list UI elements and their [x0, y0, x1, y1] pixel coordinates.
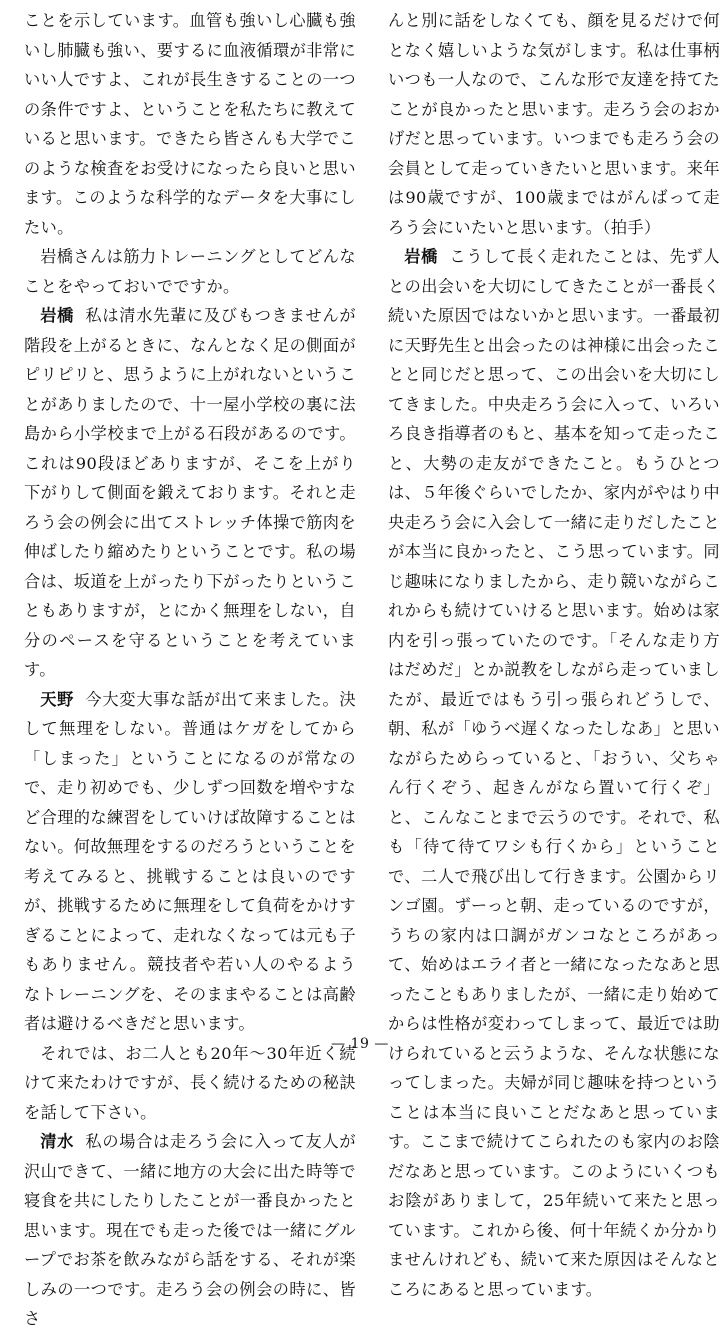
paragraph — [388, 6, 720, 242]
paragraph-text: 私は清水先輩に及びもつきませんが階段を上がるときに、なんとなく足の側面がピリピリと、思うように上がれないということがありましたので、十一屋小学校の裏に法島から小学校まで上がる石段があるのです。これは90段ほどありますが、そこを上がり下がりして側面を鍛えております。それと走ろう会の例会に出てストレッチ体操で筋肉を伸ばしたり縮めたりということです。私の場合は、坂道を上がったり下がったりということもありますが，とにかく無理をしない，自分のペースを守るということを考えています。 — [24, 306, 356, 679]
paragraph-text: 今大変大事な話が出て来ました。決して無理をしない。普通はケガをしてから「しまった」ということになるのが常なので、走り初めでも、少しずつ回数を増やすなど合理的な練習をしていけば故障することはない。何故無理をするのだろうということを考えてみると、挑戦することは良いのですが、挑戦するために無理をして負荷をかけすぎることによって、走れなくなっては元も子もありません。競技者や若い人のやるようなトレーニングを、そのままやることは高齢者は避けるべきだと思います。 — [24, 689, 356, 1033]
paragraph — [24, 242, 356, 301]
paragraph-text: ことを示しています。血管も強いし心臓も強いし肺臓も強い、要するに血液循環が非常にいい人ですよ、これが長生きすることの一つの条件ですよ、ということを私たちに教えていると思います。できたら皆さんも大学でこのような検査をお受けになったら良いと思います。このような科学的なデータを大事にしたい。 — [24, 11, 356, 237]
paragraph — [24, 6, 356, 242]
speaker-name: 岩橋 — [40, 306, 75, 325]
paragraph-text: 私の場合は走ろう会に入って友人が沢山できて、一緒に地方の大会に出た時等で寝食を共にしたりしたことが一番良かったと思います。現在でも走った後では一緒にグループでお茶を飲みながら話をする、それが楽しみの一つです。走ろう会の例会の時に、皆さ — [24, 1132, 356, 1328]
speaker-name: 天野 — [40, 689, 75, 709]
right-column — [388, 6, 720, 1304]
paragraph — [24, 1127, 356, 1334]
paragraph-text: こうして長く走れたことは、先ず人との出会いを大切にしてきたことが一番長く続いた原因ではないかと思います。一番最初に天野先生と出会ったのは神様に出会ったことと同じだと思って、この出会いを大切にしてきました。中央走ろう会に入って、いろいろ良き指導者のもと、基本を知って走ったこと、大勢の走友ができたこと。もうひとつは、５年後ぐらいでしたか、家内がやはり中央走ろう会に入会して一緒に走りだしたことが本当に良かったと、こう思っています。同じ趣味になりましたから、走り競いながらこれからも続けていけると思います。始めは家内を引っ張っていたのです。「そんな走り方はだめだ」とか説教をしながら走っていましたが、最近ではもう引っ張られどうしで、朝、私が「ゆうべ遅くなったしなあ」と思いながらためらっていると、「おうい、父ちゃん行くぞう、起きんがなら置いて行くぞ」と、こんなことまで云うのです。それで、私も「待て待てワシも行くから」ということで、二人で飛び出して行きます。公園からリンゴ園。ずーっと朝、走っているのですが，うちの家内は口調がガンコなところがあって、始めはエライ者と一緒になったなあと思ったこともありましたが、一緒に走り始めてからは性格が変わってしまって、最近では助けられていると云うような、そんな状態になってしまった。夫婦が同じ趣味を持つということは本当に良いことだなあと思っています。ここまで続けてこられたのも家内のお陰だなあと思っています。このようにいくつもお陰がありまして，25年続いて来たと思っています。これから後、何十年続くか分かりませんけれども、続いて来た原因はそんなところにあると思っています。 — [388, 247, 720, 1299]
paragraph-text: それでは、お二人とも20年～30年近く続けて来たわけですが、長く続けるための秘訣を話して下さい。 — [24, 1043, 356, 1122]
paragraph-text: んと別に話をしなくても、顔を見るだけで何となく嬉しいような気がします。私は仕事柄いつも一人なので、こんな形で友達を持てたことが良かったと思います。走ろう会のおかげだと思っています。いつまでも走ろう会の会員として走っていきたいと思います。来年は90歳ですが、100歳まではがんばって走ろう会にいたいと思います。（拍手） — [388, 11, 720, 237]
page-number: — 19 — — [331, 1036, 389, 1052]
paragraph-text: 岩橋さんは筋力トレーニングとしてどんなことをやっておいでですか。 — [24, 247, 356, 296]
paragraph — [24, 685, 356, 1039]
paragraph — [24, 301, 356, 685]
paragraph — [388, 242, 720, 1304]
speaker-name: 清水 — [40, 1132, 75, 1151]
speaker-name: 岩橋 — [404, 247, 439, 266]
left-column — [24, 6, 356, 1334]
